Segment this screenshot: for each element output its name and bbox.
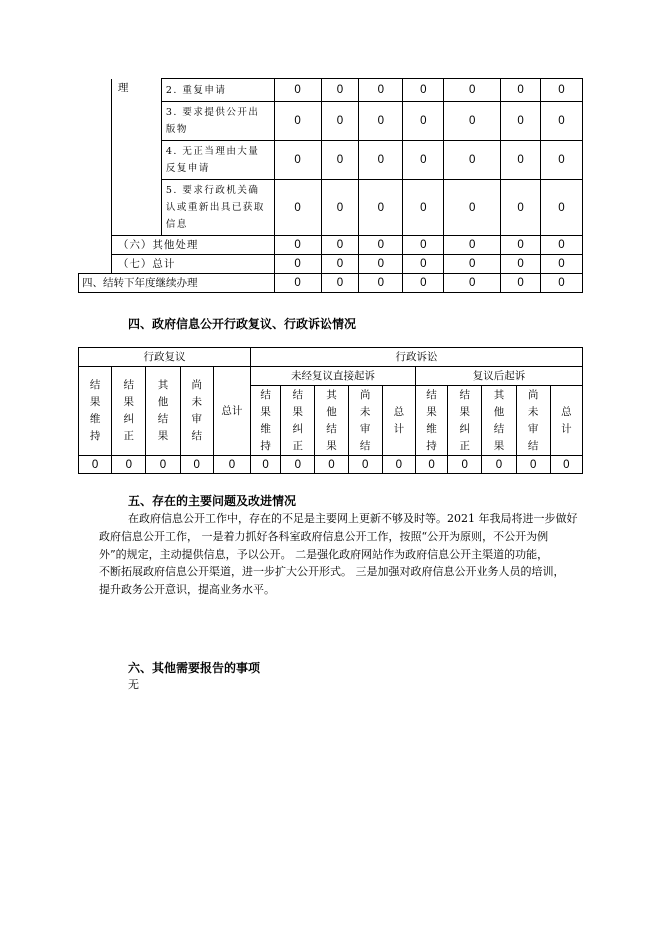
section6-heading: 六、其他需要报告的事项	[128, 661, 261, 675]
col-header: 其他结果	[315, 386, 348, 456]
col-header: 尚未审结	[516, 386, 550, 456]
disposition-table	[78, 78, 583, 293]
col-header: 结果维持	[79, 367, 112, 456]
paragraph-line: 不断拓展政府信息公开渠道，进一步扩大公开形式。 三是加强对政府信息公开业务人员的培训，	[99, 565, 565, 578]
row-label: 3. 要求提供公开出版物	[161, 102, 274, 141]
row-label: 四、结转下年度继续办理	[79, 274, 275, 293]
paragraph-line: 外”的规定，主动提供信息，予以公开。 二是强化政府网站作为政府信息公开主渠道的功能，	[99, 548, 549, 561]
direct-suit-header: 未经复议直接起诉	[251, 367, 416, 386]
litigation-header: 行政诉讼	[251, 348, 583, 367]
row-label: 5. 要求行政机关确认或重新出具已获取信息	[161, 180, 274, 236]
col-header: 其他结果	[482, 386, 516, 456]
col-header: 结果纠正	[281, 386, 315, 456]
table-row: （六）其他处理 0 0 0 0 0 0 0	[79, 236, 583, 255]
row-label: 2. 重复申请	[161, 79, 274, 102]
paragraph-line: 政府信息公开工作， 一是着力抓好各科室政府信息公开工作，按照“公开为原则，不公开为例	[99, 530, 549, 543]
table-row: 理 2. 重复申请 0 0 0 0 0 0 0	[79, 79, 583, 102]
col-header: 结果纠正	[112, 367, 146, 456]
col-header: 结果维持	[251, 386, 281, 456]
col-header: 总计	[550, 386, 582, 456]
row-label: （六）其他处理	[111, 236, 274, 255]
table-row: 4. 无正当理由大量反复申请 0 0 0 0 0 0 0	[79, 141, 583, 180]
col-header: 尚未审结	[180, 367, 213, 456]
section6-content: 无	[128, 678, 139, 691]
paragraph-line: 提升政务公开意识，提高业务水平。	[99, 583, 275, 596]
row-label: 4. 无正当理由大量反复申请	[161, 141, 274, 180]
after-review-header: 复议后起诉	[415, 367, 582, 386]
review-litigation-table	[78, 347, 583, 474]
table-row: 5. 要求行政机关确认或重新出具已获取信息 0 0 0 0 0 0 0	[79, 180, 583, 236]
paragraph-line: 在政府信息公开工作中，存在的不足是主要网上更新不够及时等。2021 年我局将进一步做好	[128, 512, 578, 525]
table-row: 0 0 0 0 0 0 0 0 0 0 0 0 0 0 0	[79, 456, 583, 474]
col-header: 总计	[213, 367, 250, 456]
col-header: 其他结果	[146, 367, 180, 456]
col-header: 尚未审结	[348, 386, 382, 456]
row-group-label: 理	[111, 79, 161, 236]
col-header: 结果纠正	[448, 386, 482, 456]
table-row: （七）总计 0 0 0 0 0 0 0	[79, 255, 583, 274]
col-header: 结果维持	[415, 386, 447, 456]
section4-heading: 四、政府信息公开行政复议、行政诉讼情况	[128, 317, 357, 331]
table-row: 3. 要求提供公开出版物 0 0 0 0 0 0 0	[79, 102, 583, 141]
col-header: 总计	[382, 386, 415, 456]
table-row: 四、结转下年度继续办理 0 0 0 0 0 0 0	[79, 274, 583, 293]
row-label: （七）总计	[111, 255, 274, 274]
admin-review-header: 行政复议	[79, 348, 251, 367]
section5-heading: 五、存在的主要问题及改进情况	[128, 494, 297, 508]
